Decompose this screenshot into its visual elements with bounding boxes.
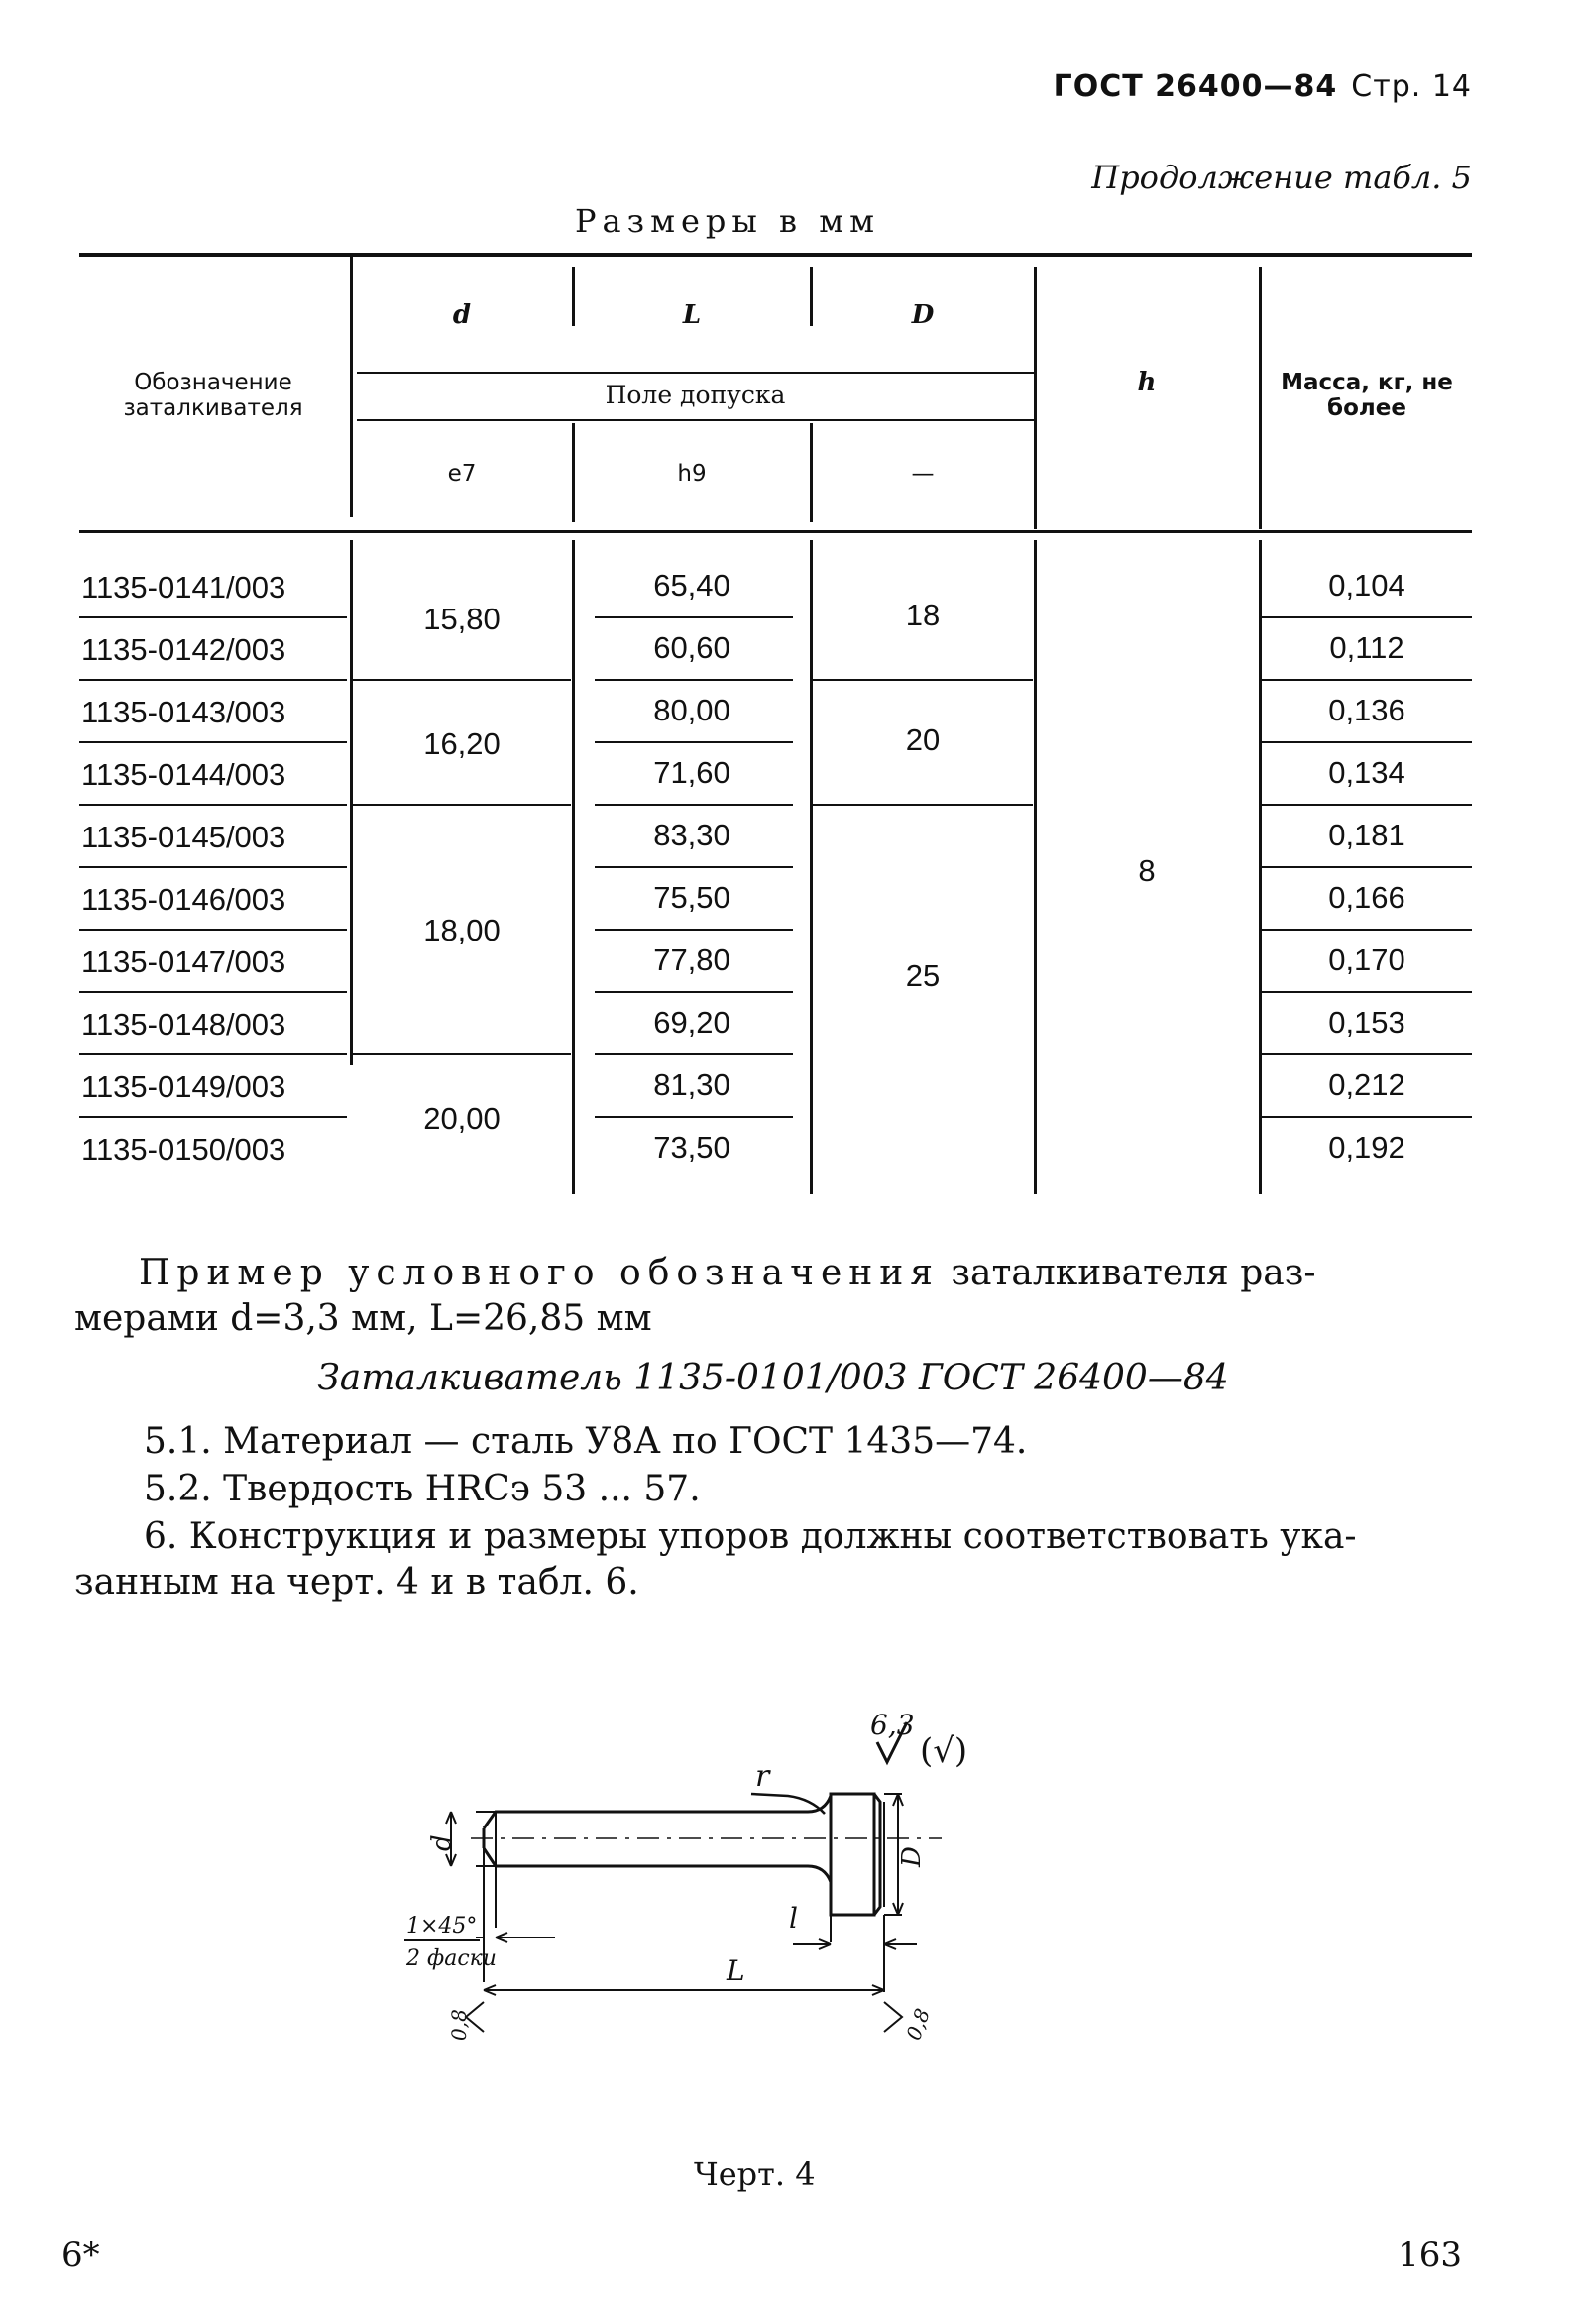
mass-line (1262, 991, 1472, 993)
item-6 (74, 1514, 1472, 1605)
example-lead-rest: заталкивателя раз- (939, 1253, 1316, 1293)
tolerance-L: h9 (677, 461, 707, 487)
row-code: 1135-0149/003 (81, 1069, 286, 1104)
mass-line (1262, 679, 1472, 681)
L-value: 60,60 (653, 630, 730, 665)
document-header (1054, 69, 1472, 104)
d-value: 18,00 (423, 913, 501, 947)
table-top-rule (79, 253, 1472, 257)
L-value: 81,30 (653, 1067, 730, 1102)
roughness-value: 6,3 (870, 1709, 915, 1741)
roughness-paren: (√) (920, 1731, 968, 1771)
L-line (595, 1053, 793, 1055)
standard-number: ГОСТ 26400—84 (1053, 69, 1338, 104)
L-line (595, 991, 793, 993)
mass-line (1262, 929, 1472, 931)
mass-value: 0,170 (1328, 942, 1405, 977)
drawing-4 (406, 1685, 1130, 2151)
vline-4a (1034, 267, 1037, 529)
header-designation: Обозначение заталкивателя (123, 370, 303, 421)
figure-caption: Черт. 4 (694, 2156, 816, 2193)
tolerance-d: e7 (447, 461, 477, 487)
table-header-rule (79, 530, 1472, 533)
item-6-line1: 6. Конструкция и размеры упоров должны соответствовать ука- (144, 1516, 1357, 1557)
d-group-line (353, 679, 571, 681)
table-5 (79, 253, 1472, 1234)
code-line (79, 929, 347, 931)
table-continuation: Продолжение табл. 5 (1091, 159, 1472, 196)
item-5-2: 5.2. Твердость HRCэ 53 ... 57. (144, 1469, 701, 1509)
L-line (595, 866, 793, 868)
mass-line (1262, 1116, 1472, 1118)
code-line (79, 1116, 347, 1118)
code-line (79, 616, 347, 618)
example-designation: Заталкиватель 1135-0101/003 ГОСТ 26400—84 (317, 1358, 1229, 1398)
L-value: 71,60 (653, 755, 730, 790)
row-code: 1135-0143/003 (81, 695, 286, 729)
mass-value: 0,112 (1329, 630, 1404, 665)
D-value: 25 (905, 958, 941, 993)
label-r: r (755, 1759, 770, 1794)
code-line (79, 866, 347, 868)
row-code: 1135-0145/003 (81, 820, 286, 854)
mass-value: 0,153 (1328, 1005, 1405, 1040)
page-number: 163 (1398, 2235, 1462, 2274)
header-d: d (452, 300, 472, 330)
code-line (79, 991, 347, 993)
L-value: 80,00 (653, 693, 730, 727)
row-code: 1135-0142/003 (81, 632, 286, 667)
row-code: 1135-0150/003 (81, 1132, 286, 1166)
mass-value: 0,181 (1328, 818, 1405, 852)
mass-line (1262, 616, 1472, 618)
roughness-left: 0,8 (447, 2009, 471, 2041)
mass-value: 0,136 (1328, 693, 1405, 727)
tolerance-D: — (911, 461, 935, 487)
h-value: 8 (1138, 853, 1156, 888)
L-value: 73,50 (653, 1130, 730, 1164)
example-dimensions: мерами d=3,3 мм, L=26,85 мм (74, 1298, 652, 1339)
header-D: D (911, 300, 935, 330)
example-paragraph (74, 1251, 1472, 1342)
header-L: L (682, 300, 702, 330)
d-value: 15,80 (423, 602, 501, 636)
label-l: l (789, 1902, 798, 1935)
chamfer-label: 1×45° (406, 1914, 478, 1938)
item-6-line2: занным на черт. 4 и в табл. 6. (74, 1562, 639, 1603)
code-line (79, 679, 347, 681)
header-h: h (1137, 368, 1157, 397)
mass-line (1262, 1053, 1472, 1055)
d-value: 20,00 (423, 1101, 501, 1136)
D-group-line (813, 679, 1033, 681)
row-code: 1135-0147/003 (81, 944, 286, 979)
roughness-right: 0,8 (901, 2005, 935, 2044)
header-tolerance: Поле допуска (605, 381, 786, 409)
D-value: 18 (905, 598, 941, 632)
mass-value: 0,104 (1328, 568, 1405, 603)
D-value: 20 (905, 722, 941, 757)
page-label: Стр. 14 (1351, 69, 1472, 104)
L-line (595, 616, 793, 618)
tolerance-top-line (357, 372, 1034, 374)
row-code: 1135-0144/003 (81, 757, 286, 792)
mass-line (1262, 866, 1472, 868)
L-line (595, 929, 793, 931)
L-value: 69,20 (653, 1005, 730, 1040)
code-line (79, 1053, 347, 1055)
d-group-line (353, 804, 571, 806)
D-group-line (813, 804, 1033, 806)
L-value: 83,30 (653, 818, 730, 852)
L-value: 75,50 (653, 880, 730, 915)
L-value: 65,40 (653, 568, 730, 603)
item-5-1: 5.1. Материал — сталь У8А по ГОСТ 1435—74. (144, 1421, 1028, 1462)
units-caption: Размеры в мм (575, 202, 880, 240)
label-D: D (897, 1846, 927, 1867)
d-value: 16,20 (423, 726, 501, 761)
roughness-mark (870, 1709, 967, 1771)
header-mass: Масса, кг, не более (1281, 370, 1453, 421)
vline-3b (810, 540, 813, 1194)
mass-value: 0,134 (1328, 755, 1405, 790)
mass-line (1262, 804, 1472, 806)
row-code: 1135-0148/003 (81, 1007, 286, 1042)
label-L: L (727, 1954, 745, 1987)
L-line (595, 1116, 793, 1118)
footer-signature-mark: 6* (61, 2235, 100, 2274)
code-line (79, 804, 347, 806)
code-line (79, 741, 347, 743)
example-lead: Пример условного обозначения (139, 1253, 940, 1293)
mass-value: 0,192 (1328, 1130, 1405, 1164)
tolerance-bottom-line (357, 419, 1034, 421)
mass-line (1262, 741, 1472, 743)
row-code: 1135-0141/003 (81, 570, 286, 605)
L-line (595, 679, 793, 681)
mass-value: 0,166 (1328, 880, 1405, 915)
L-line (595, 804, 793, 806)
row-code: 1135-0146/003 (81, 882, 286, 917)
d-group-line (353, 1053, 571, 1055)
label-d: d (427, 1834, 457, 1851)
mass-value: 0,212 (1328, 1067, 1405, 1102)
L-line (595, 741, 793, 743)
chamfer-note: 2 фаски (406, 1946, 497, 1971)
L-value: 77,80 (653, 942, 730, 977)
